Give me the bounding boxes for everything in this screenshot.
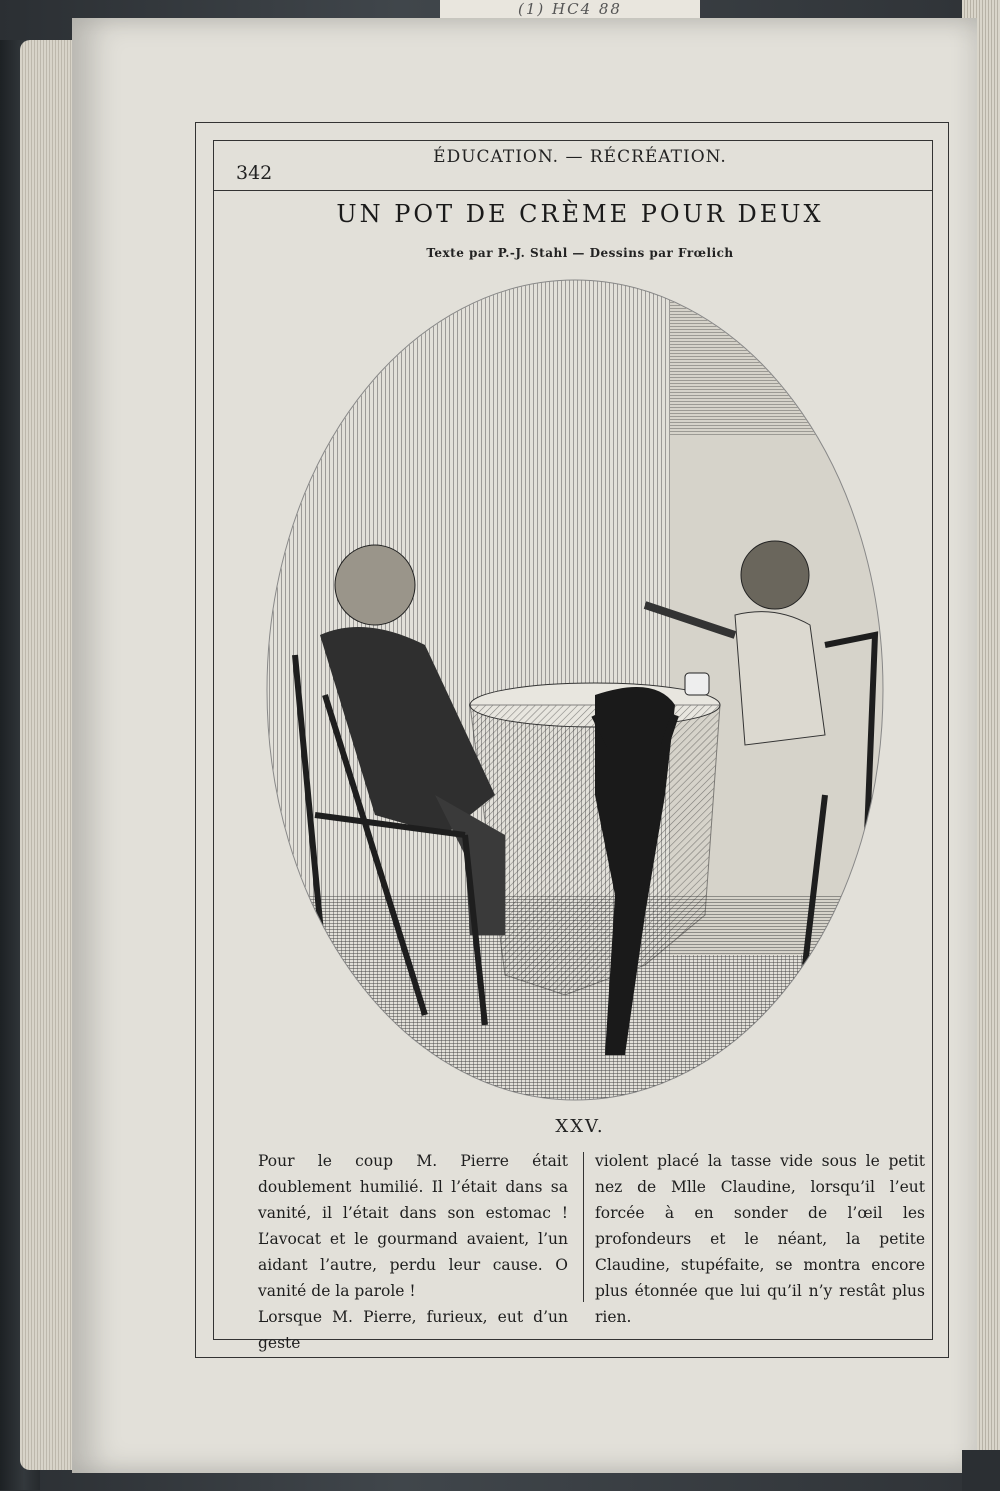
text-column-right (595, 1148, 925, 1330)
paragraph: violent placé la tasse vide sous le petit nez de Mlle Claudine, lorsqu’il l’eut forcée à en sonder de l’œil les profondeurs et le néant, la petite Claudine, stupéfaite, se montra encore plus étonnée que lui qu’il n’y restât plus rien. (595, 1152, 925, 1326)
chapter-number: XXV. (555, 1116, 605, 1137)
article-title: UN POT DE CRÈME POUR DEUX (336, 200, 824, 228)
column-divider (583, 1152, 584, 1302)
running-head: ÉDUCATION. — RÉCRÉATION. (433, 147, 727, 167)
page-number: 342 (236, 162, 273, 184)
girl-head (741, 541, 809, 609)
cup (685, 673, 709, 695)
text-column-left (258, 1148, 568, 1356)
header-rule (213, 190, 933, 191)
library-slip: (1) HC4 88 (440, 0, 700, 20)
article-byline: Texte par P.-J. Stahl — Dessins par Frœlich (426, 246, 734, 260)
paragraph: Pour le coup M. Pierre était doublement humilié. Il l’était dans sa vanité, il l’était dans son estomac ! L’avocat et le gourmand avaient, l’un aidant l’autre, perdu leur cause. O vanité de la parole ! (258, 1152, 568, 1300)
boy-head (335, 545, 415, 625)
paragraph: Lorsque M. Pierre, furieux, eut d’un geste (258, 1308, 568, 1352)
engraving-illustration (265, 275, 885, 1105)
page-tab (962, 1450, 1000, 1491)
